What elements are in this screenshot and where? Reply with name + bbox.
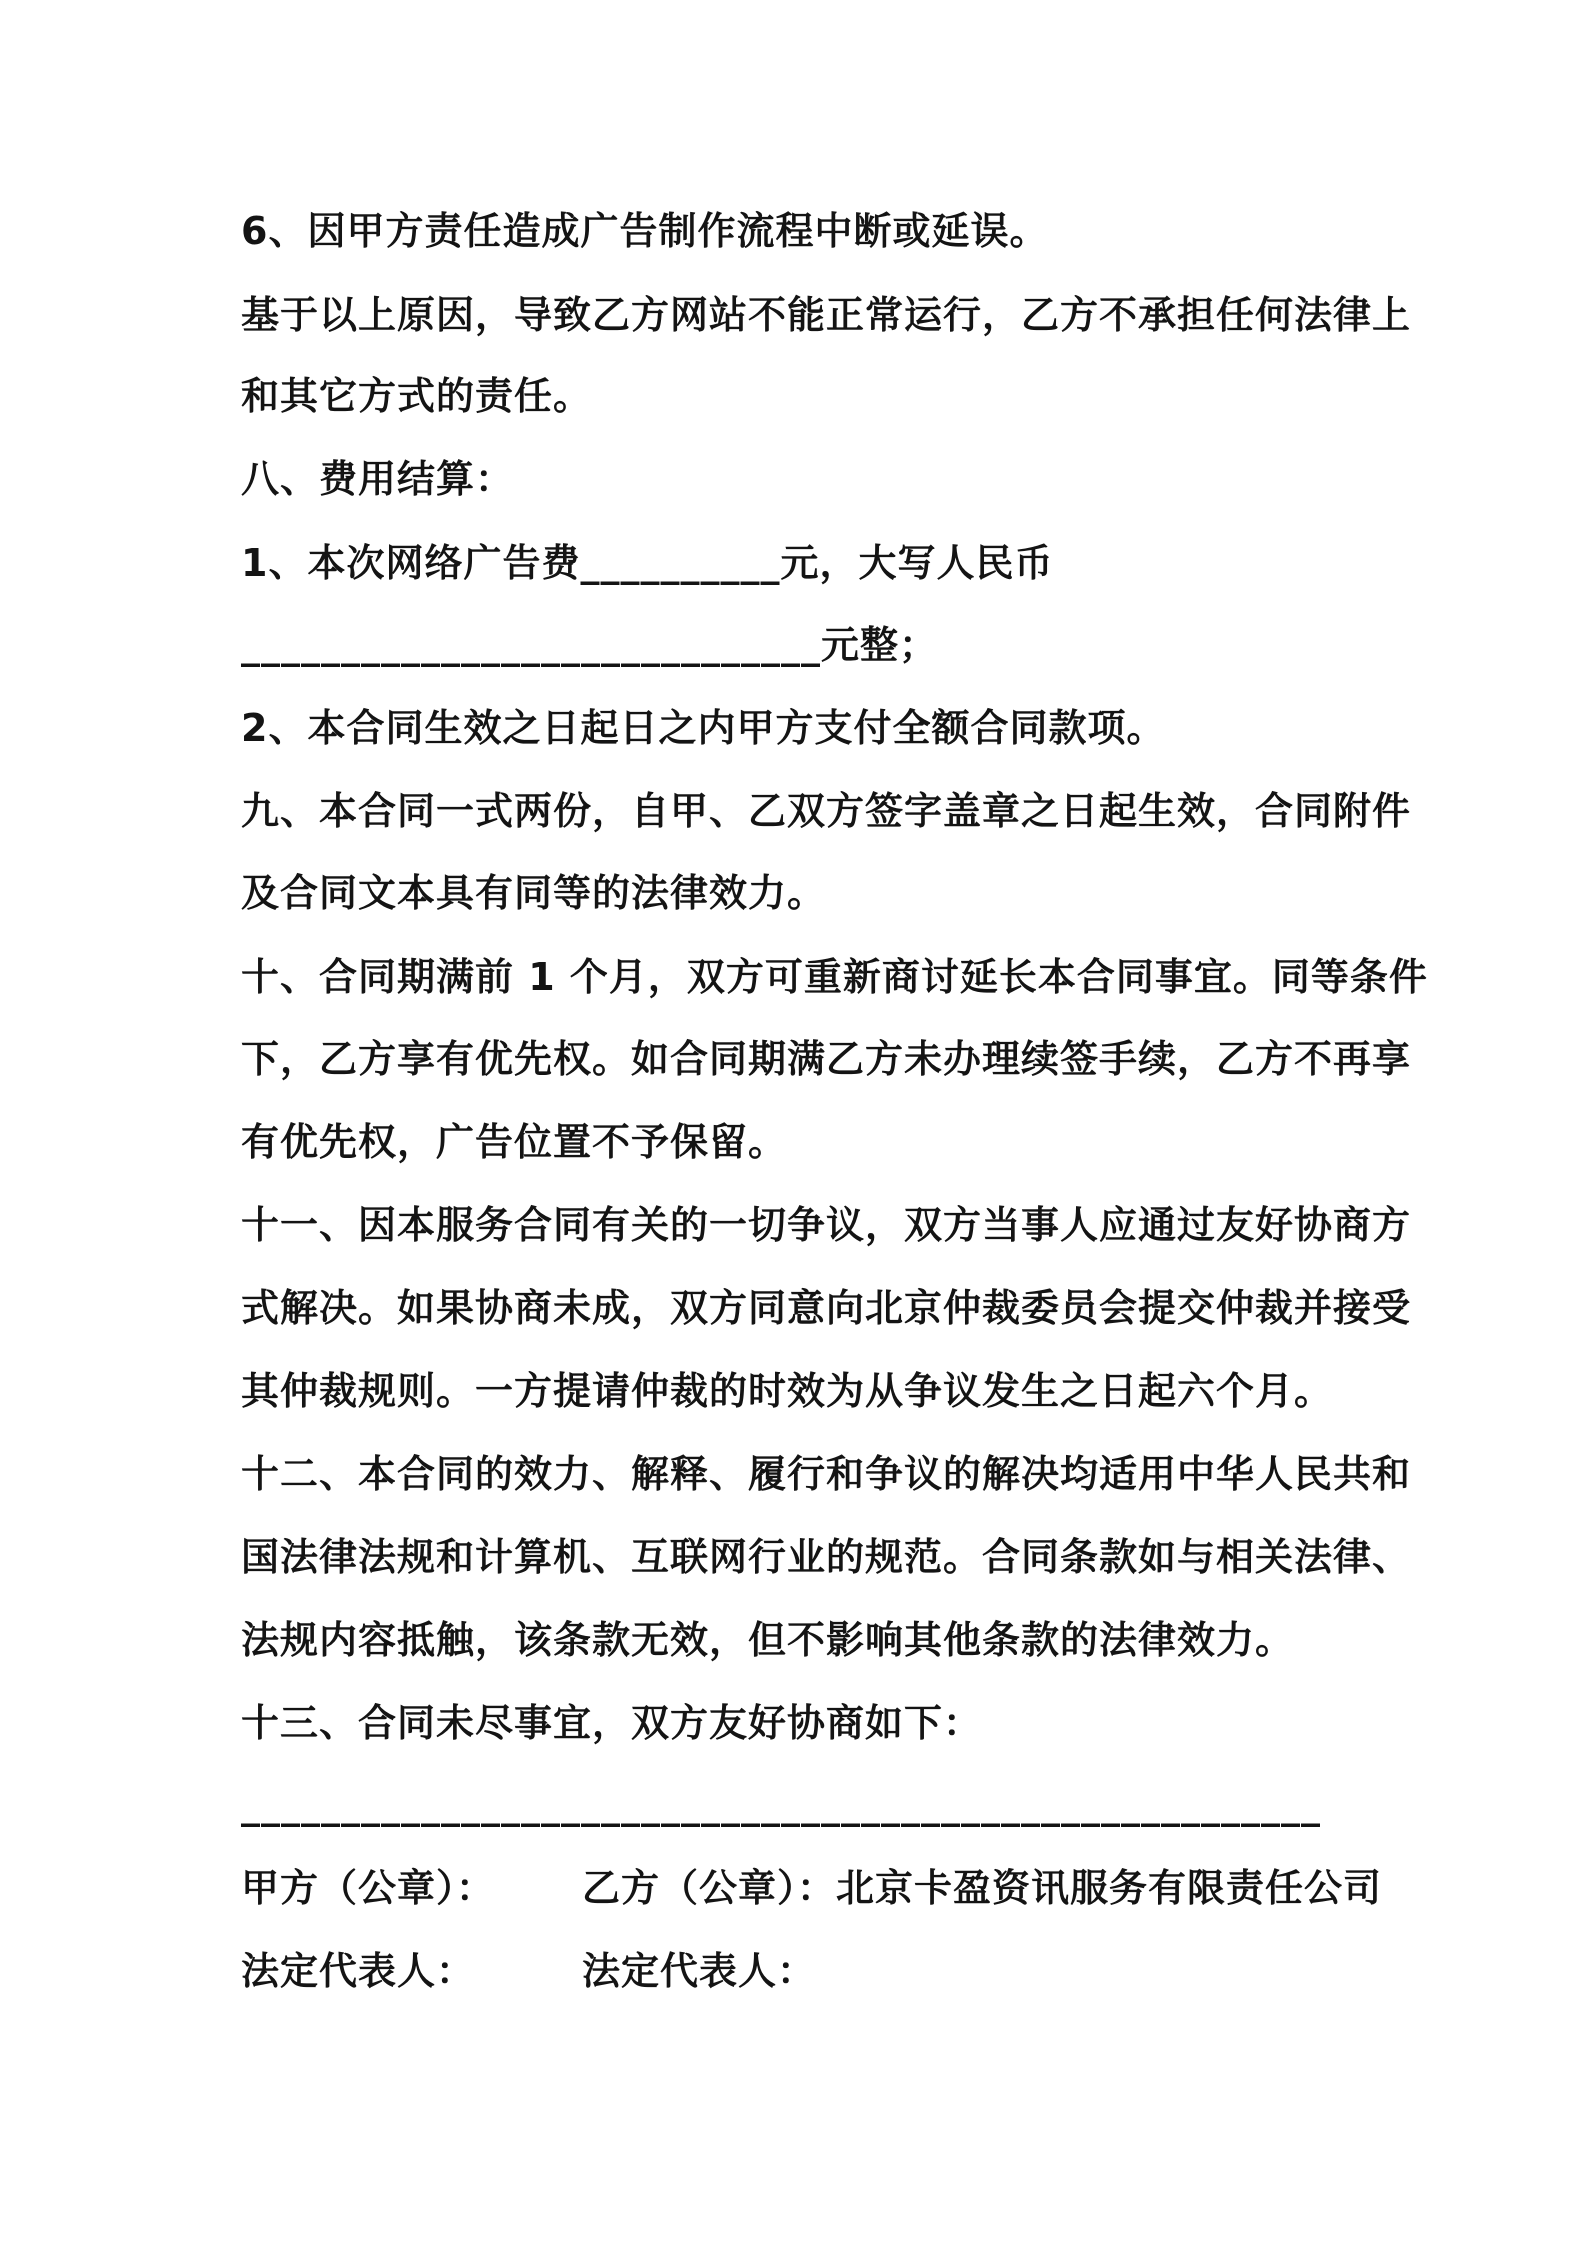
section-10-line-1: 十、合同期满前 1 个月，双方可重新商讨延长本合同事宜。同等条件	[241, 955, 1428, 999]
section-12-line-3: 法规内容抵触，该条款无效，但不影响其他条款的法律效力。	[241, 1618, 1295, 1662]
party-a-seal-label: 甲方（公章）：	[241, 1866, 496, 1910]
party-b-rep-label: 法定代表人：	[582, 1949, 817, 1993]
section-9-line-1: 九、本合同一式两份，自甲、乙双方签字盖章之日起生效，合同附件	[241, 789, 1412, 833]
section-10-line-2: 下，乙方享有优先权。如合同期满乙方未办理续签手续，乙方不再享	[241, 1037, 1412, 1081]
section-13-line: 十三、合同未尽事宜，双方友好协商如下：	[241, 1701, 983, 1745]
disclaimer-line-1: 基于以上原因，导致乙方网站不能正常运行，乙方不承担任何法律上	[241, 293, 1412, 337]
party-a-rep-label: 法定代表人：	[241, 1949, 476, 1993]
section-10-line-3: 有优先权，广告位置不予保留。	[241, 1120, 788, 1164]
section-12-line-2: 国法律法规和计算机、互联网行业的规范。合同条款如与相关法律、	[241, 1535, 1412, 1579]
party-b-seal-label: 乙方（公章）：北京卡盈资讯服务有限责任公司	[582, 1866, 1383, 1910]
fee-line-1: 1、本次网络广告费__________元，大写人民币	[241, 541, 1054, 585]
section-11-line-1: 十一、因本服务合同有关的一切争议，双方当事人应通过友好协商方	[241, 1203, 1412, 1247]
section-11-line-3: 其仲裁规则。一方提请仲裁的时效为从争议发生之日起六个月。	[241, 1369, 1334, 1413]
blank-fill-line: ______________________________________________________	[241, 1783, 1321, 1827]
section-12-line-1: 十二、本合同的效力、解释、履行和争议的解决均适用中华人民共和	[241, 1452, 1412, 1496]
clause-6-line: 6、因甲方责任造成广告制作流程中断或延误。	[241, 209, 1049, 253]
disclaimer-line-2: 和其它方式的责任。	[241, 374, 593, 418]
section-11-line-2: 式解决。如果协商未成，双方同意向北京仲裁委员会提交仲裁并接受	[241, 1286, 1412, 1330]
section-9-line-2: 及合同文本具有同等的法律效力。	[241, 871, 827, 915]
section-8-heading: 八、费用结算：	[241, 457, 515, 501]
fee-line-2: _____________________________元整；	[241, 623, 939, 667]
payment-line: 2、本合同生效之日起日之内甲方支付全额合同款项。	[241, 706, 1166, 750]
